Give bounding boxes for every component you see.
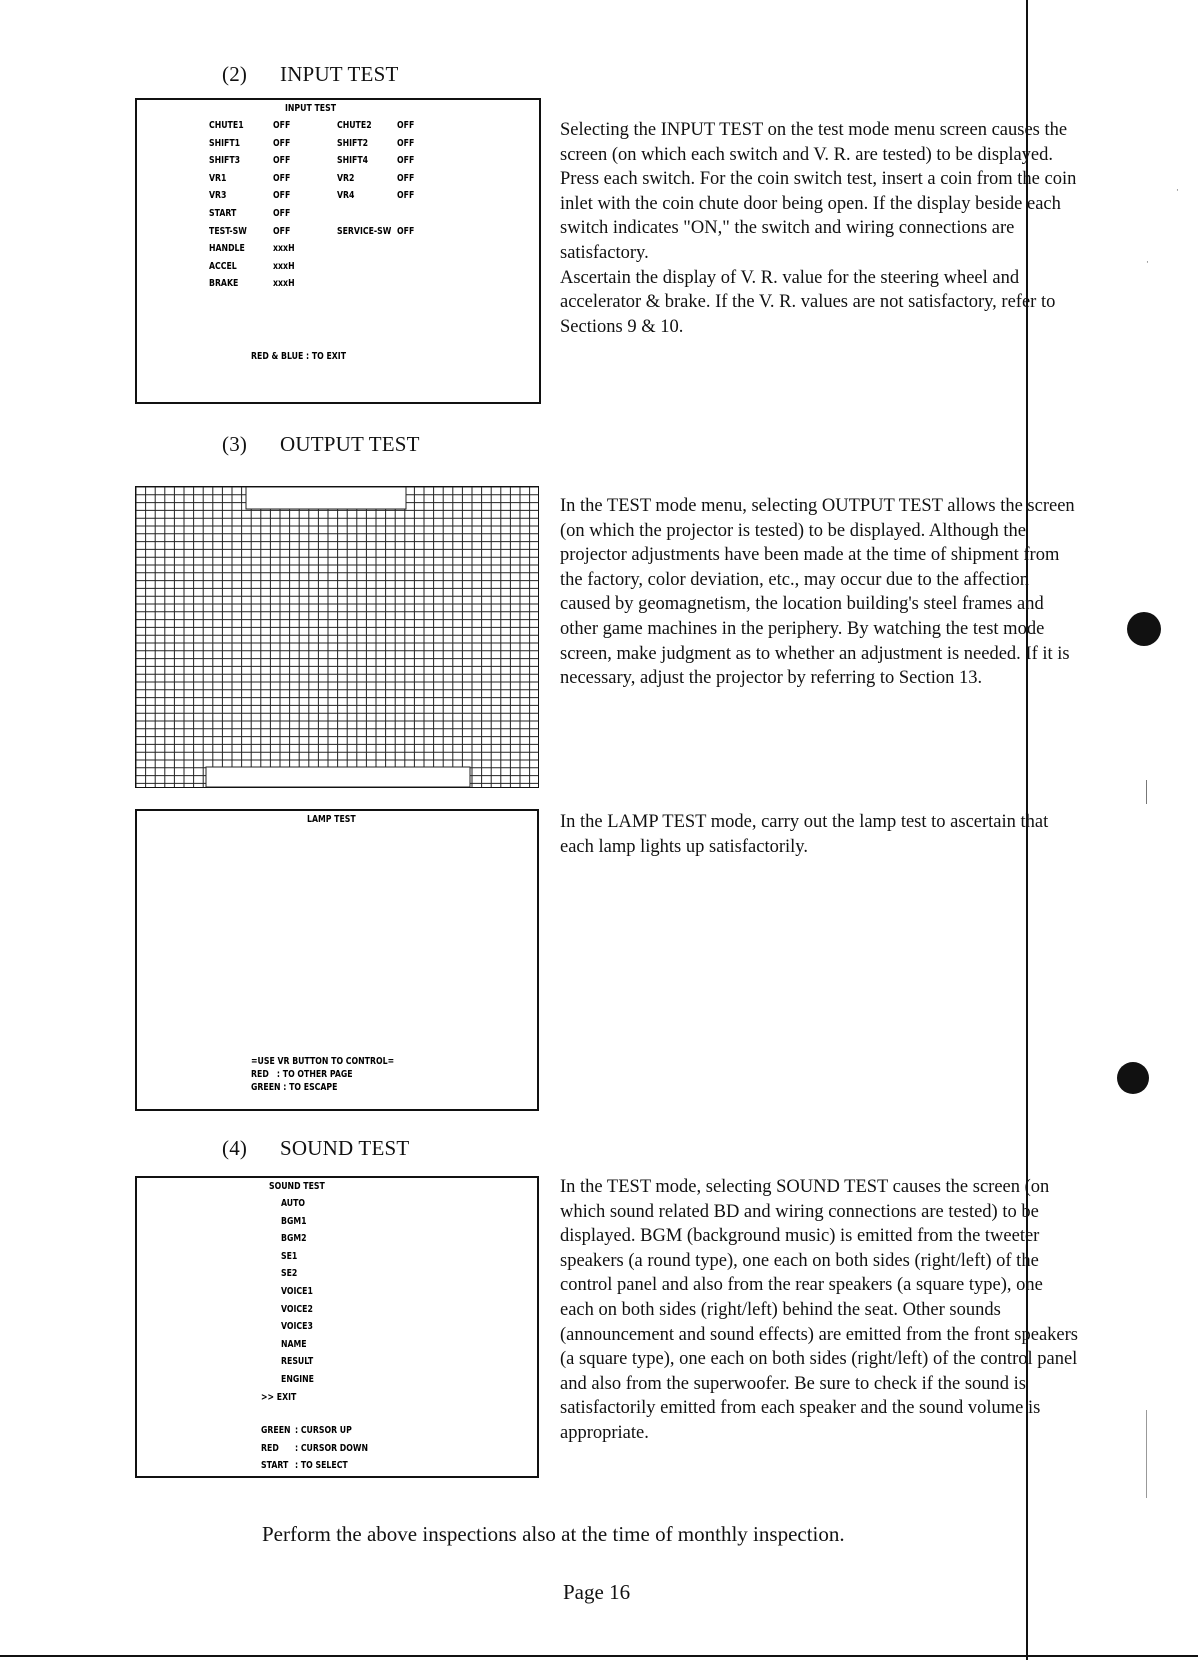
sound-menu-item[interactable]: BGM2 — [281, 1233, 307, 1245]
output-test-heading — [222, 432, 420, 457]
green-hint: GREEN : TO ESCAPE — [251, 1082, 338, 1093]
paragraph: In the TEST mode, selecting SOUND TEST causes the screen (on which sound related BD and wiring connections are tested) to be displayed. BGM (background music) is emitted from the tweeter speakers (a round type), one each on both sides (right/left) of the control panel and also from the rear speakers (a square type), one each on both sides (right/left) behind the seat. Other sounds (announcement and sound effects) are emitted from the front speakers (a square type), one each on both sides (right/left) of the control panel and also from the superwoofer. Be sure to check if the sound is satisfactorily emitted from each speaker and the sound volume is appropriate. — [560, 1177, 1078, 1443]
lamp-test-screen — [135, 809, 539, 1111]
sound-menu-item[interactable]: BGM1 — [281, 1215, 307, 1227]
paragraph: Selecting the INPUT TEST on the test mode menu screen causes the screen (on which each switch and V. R. are tested) to be displayed. Press each switch. For the coin switch test, insert a coin from the coin inlet with the coin chute door being open. If the display beside each switch indicates "ON," the switch and wiring connections are satisfactory. — [560, 120, 1077, 263]
page-number: Page 16 — [563, 1580, 631, 1604]
sound-test-screen — [135, 1176, 539, 1478]
control-action: : CURSOR DOWN — [295, 1442, 369, 1454]
switch-label: START — [209, 208, 237, 219]
section-number: (4) — [222, 1136, 248, 1160]
switch-state: OFF — [273, 172, 291, 184]
switch-state: OFF — [273, 155, 291, 167]
bottom-window — [206, 767, 470, 787]
screen-title: SOUND TEST — [269, 1181, 325, 1192]
punch-hole-mark — [1127, 612, 1161, 646]
switch-state: OFF — [273, 225, 291, 237]
switch-label: HANDLE — [209, 243, 245, 255]
switch-state: xxxH — [273, 243, 295, 255]
screen-title: INPUT TEST — [285, 103, 337, 114]
switch-state: OFF — [397, 190, 415, 202]
section-title: SOUND TEST — [280, 1136, 410, 1160]
sound-menu-item[interactable]: NAME — [281, 1338, 307, 1350]
sound-test-description — [560, 1175, 1080, 1446]
switch-state: OFF — [273, 190, 291, 202]
switch-state: OFF — [397, 225, 415, 237]
sound-menu-item[interactable]: AUTO — [281, 1198, 306, 1209]
control-key: GREEN — [261, 1425, 291, 1436]
control-action: : CURSOR UP — [295, 1425, 352, 1436]
paragraph: Ascertain the display of V. R. value for the steering wheel and accelerator & brake. If the V. R. values are not satisfactory, refer to Sections 9 & 10. — [560, 267, 1056, 337]
switch-label: ACCEL — [209, 260, 237, 272]
control-action: : TO SELECT — [295, 1460, 348, 1472]
switch-label: SERVICE-SW — [337, 225, 392, 237]
scan-tick — [1146, 1410, 1147, 1498]
grid-lines — [136, 487, 538, 787]
input-test-screen — [135, 98, 541, 404]
section-title: OUTPUT TEST — [280, 432, 420, 456]
crosshatch-grid — [136, 487, 538, 787]
switch-label: CHUTE1 — [209, 120, 244, 131]
switch-state: OFF — [273, 120, 291, 131]
exit-hint: RED & BLUE : TO EXIT — [251, 351, 347, 362]
switch-label: VR1 — [209, 172, 227, 184]
switch-state: OFF — [397, 172, 415, 184]
sound-menu-item[interactable]: VOICE3 — [281, 1321, 313, 1333]
switch-state: xxxH — [273, 278, 295, 290]
section-title: INPUT TEST — [280, 62, 399, 86]
sound-menu-item[interactable]: ENGINE — [281, 1374, 314, 1385]
switch-label: SHIFT2 — [337, 137, 369, 149]
output-test-description — [560, 494, 1080, 691]
scan-speck: · — [1176, 186, 1179, 196]
paragraph: In the LAMP TEST mode, carry out the lamp test to ascertain that each lamp lights up satisfactorily. — [560, 812, 1049, 857]
sound-menu-item[interactable]: VOICE2 — [281, 1303, 313, 1315]
lamp-test-description — [560, 810, 1080, 859]
input-test-description — [560, 118, 1080, 339]
sound-test-heading — [222, 1136, 409, 1161]
scan-edge-line-bottom — [0, 1655, 1198, 1657]
screen-title: LAMP TEST — [307, 814, 356, 825]
switch-state: OFF — [273, 208, 291, 219]
sound-menu-item[interactable]: >> EXIT — [261, 1391, 297, 1403]
switch-state: OFF — [397, 155, 415, 167]
paragraph: In the TEST mode menu, selecting OUTPUT TEST allows the screen (on which the projector is tested) to be displayed. Although the projector adjustments have been made at the time of shipment from the factory, color deviation, etc., may occur due to the affection caused by geomagnetism, the location building's steel frames and other game machines in the periphery. By watching the test mode screen, make judgment as to whether an adjustment is needed. If it is necessary, adjust the projector by referring to Section 13. — [560, 496, 1075, 689]
switch-label: SHIFT3 — [209, 155, 241, 167]
switch-label: VR3 — [209, 190, 227, 202]
switch-label: CHUTE2 — [337, 120, 372, 131]
punch-hole-mark — [1117, 1062, 1149, 1094]
switch-label: BRAKE — [209, 278, 239, 290]
control-key: START — [261, 1460, 289, 1472]
sound-menu-item[interactable]: VOICE1 — [281, 1286, 313, 1297]
switch-state: OFF — [397, 137, 415, 149]
switch-label: SHIFT1 — [209, 137, 241, 149]
section-number: (3) — [222, 432, 248, 456]
sound-menu-item[interactable]: SE1 — [281, 1250, 298, 1262]
sound-menu-item[interactable]: SE2 — [281, 1268, 298, 1280]
switch-label: VR2 — [337, 172, 355, 184]
switch-label: TEST-SW — [209, 225, 247, 237]
scan-speck: · — [1146, 258, 1149, 268]
top-window — [246, 487, 406, 509]
sound-menu-item[interactable]: RESULT — [281, 1356, 314, 1368]
control-key: RED — [261, 1442, 279, 1454]
scan-tick — [1146, 780, 1147, 804]
switch-state: xxxH — [273, 260, 295, 272]
red-hint: RED : TO OTHER PAGE — [251, 1069, 353, 1080]
switch-label: VR4 — [337, 190, 355, 202]
control-hint: =USE VR BUTTON TO CONTROL= — [251, 1056, 395, 1067]
output-test-grid-screen — [135, 486, 539, 788]
monthly-inspection-note: Perform the above inspections also at the time of monthly inspection. — [262, 1522, 845, 1546]
input-test-heading — [222, 62, 398, 87]
switch-state: OFF — [397, 120, 415, 131]
switch-state: OFF — [273, 137, 291, 149]
section-number: (2) — [222, 62, 248, 86]
switch-label: SHIFT4 — [337, 155, 369, 167]
